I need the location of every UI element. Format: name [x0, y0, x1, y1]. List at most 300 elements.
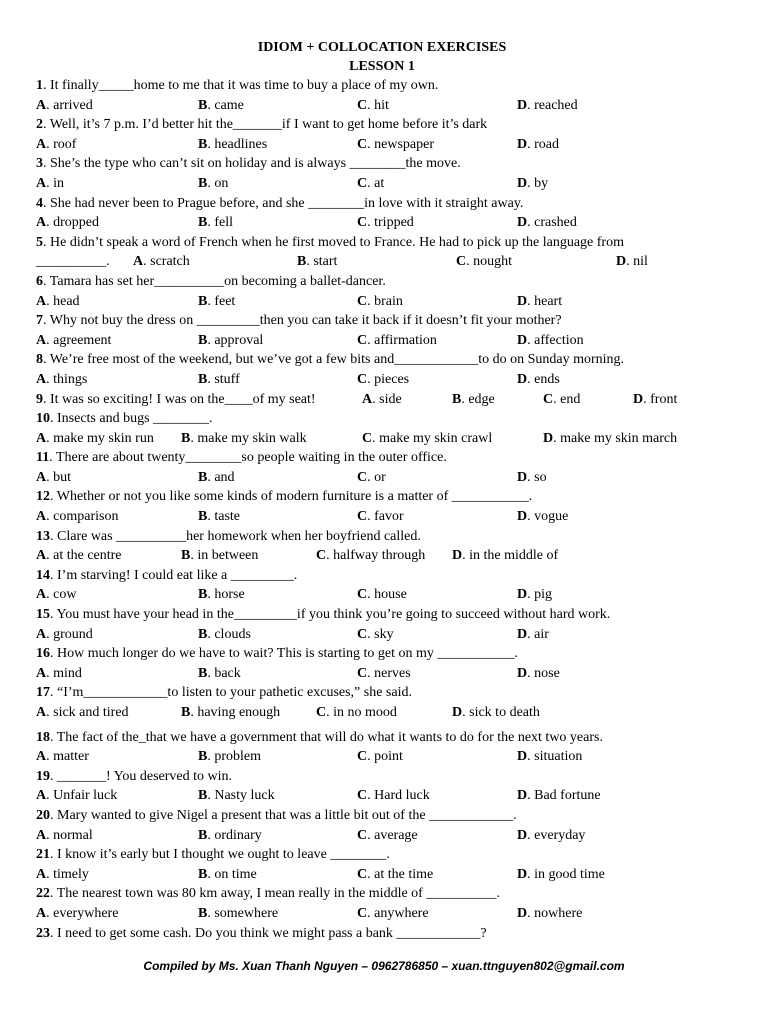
question-number: 3 — [36, 156, 43, 172]
option-text: . approval — [207, 332, 264, 348]
option-text: . everyday — [527, 827, 586, 843]
option-text: . sick and tired — [46, 705, 129, 720]
answer-option — [517, 747, 582, 767]
options-row — [36, 213, 728, 233]
options-row — [36, 546, 728, 566]
option-text: . in between — [190, 548, 259, 564]
answer-option — [36, 370, 87, 390]
answer-option — [357, 292, 403, 312]
option-text: . sick to death — [462, 705, 540, 720]
option-letter: B — [198, 97, 208, 113]
option-text: . and — [207, 469, 235, 485]
option-text: . ends — [527, 371, 560, 387]
option-text: . came — [207, 97, 244, 113]
question-item — [36, 390, 728, 410]
option-text: . everywhere — [46, 905, 119, 921]
option-text: . clouds — [207, 626, 251, 642]
options-row — [36, 370, 728, 390]
option-letter: A — [36, 749, 47, 765]
option-letter: D — [452, 705, 463, 720]
question-text: . There are about twenty________so people waiting in the outer office. — [49, 450, 447, 466]
option-text: . make my skin walk — [190, 430, 307, 446]
option-text: . average — [367, 827, 418, 843]
question-number: 1 — [36, 78, 43, 93]
option-letter: B — [181, 548, 191, 564]
question-text: . Mary wanted to give Nigel a present that was a little bit out of the ____________. — [50, 807, 517, 823]
answer-option — [36, 96, 93, 116]
question-stem — [36, 350, 728, 370]
question-stem — [36, 448, 728, 468]
question-stem — [36, 76, 728, 96]
option-text: . in — [46, 175, 65, 191]
option-letter: B — [452, 391, 462, 407]
answer-option — [357, 625, 394, 645]
answer-option — [517, 865, 605, 885]
question-item — [36, 924, 728, 944]
option-letter: B — [198, 866, 208, 882]
question-stem — [36, 390, 728, 410]
question-text: . It was so exciting! I was on the____of my seat! — [43, 391, 316, 407]
question-item — [36, 233, 728, 272]
answer-option — [198, 135, 267, 155]
option-letter: D — [633, 391, 644, 407]
question-number: 20 — [36, 807, 50, 823]
option-letter: D — [517, 905, 528, 921]
question-stem — [36, 644, 728, 664]
answer-option — [181, 546, 258, 566]
question-text: . “I’m____________to listen to your pathetic excuses,” she said. — [50, 685, 412, 701]
question-number: 7 — [36, 313, 43, 329]
option-letter: B — [198, 509, 208, 525]
option-letter: D — [517, 332, 528, 348]
answer-option — [517, 174, 548, 194]
option-letter: B — [181, 705, 191, 720]
question-stem — [36, 605, 728, 625]
option-letter: D — [517, 587, 528, 603]
question-text: . It finally_____home to me that it was time to buy a place of my own. — [43, 78, 439, 93]
option-letter: C — [357, 136, 368, 152]
option-text: . headlines — [207, 136, 268, 152]
question-stem — [36, 272, 728, 292]
options-row — [36, 252, 728, 272]
question-stem — [36, 311, 728, 331]
option-text: . make my skin run — [46, 430, 154, 446]
options-row — [36, 429, 728, 449]
question-stem — [36, 115, 728, 135]
option-text: . fell — [207, 215, 233, 231]
option-letter: D — [517, 215, 528, 231]
option-text: . so — [527, 469, 547, 485]
option-letter: C — [357, 97, 368, 113]
option-letter: D — [517, 788, 528, 804]
footer-credit: Compiled by Ms. Xuan Thanh Nguyen – 0962786850 – xuan.ttnguyen802@gmail.com — [143, 959, 625, 973]
option-letter: A — [36, 293, 47, 309]
answer-option — [198, 213, 233, 233]
option-letter: D — [517, 97, 528, 113]
option-text: . crashed — [527, 215, 577, 231]
option-text: . Hard luck — [367, 788, 430, 804]
option-text: . comparison — [46, 509, 119, 525]
question-item — [36, 76, 728, 115]
answer-option — [517, 625, 549, 645]
question-number: 21 — [36, 847, 50, 863]
option-letter: B — [181, 430, 191, 446]
options-row — [36, 786, 728, 806]
question-item — [36, 154, 728, 193]
answer-option — [357, 507, 404, 527]
option-text: . side — [372, 391, 402, 407]
option-letter: B — [198, 665, 208, 681]
option-text: . heart — [527, 293, 563, 309]
answer-option — [362, 429, 492, 449]
question-item — [36, 194, 728, 233]
answer-option — [357, 826, 418, 846]
question-item — [36, 683, 728, 722]
option-text: . Unfair luck — [46, 788, 118, 804]
question-text: . Whether or not you like some kinds of modern furniture is a matter of ___________. — [50, 489, 533, 505]
question-number: 18 — [36, 729, 50, 745]
option-text: . stuff — [207, 371, 240, 387]
option-letter: C — [357, 332, 368, 348]
option-letter: B — [198, 788, 208, 804]
question-stem — [36, 884, 728, 904]
answer-option — [517, 786, 601, 806]
option-letter: C — [357, 215, 368, 231]
question-item — [36, 350, 728, 389]
answer-option — [36, 174, 64, 194]
question-item — [36, 311, 728, 350]
option-text: . edge — [461, 391, 495, 407]
option-text: . on time — [207, 866, 257, 882]
option-letter: A — [36, 215, 47, 231]
answer-option — [517, 331, 584, 351]
answer-option — [36, 429, 154, 449]
option-text: . timely — [46, 866, 89, 882]
question-number: 19 — [36, 768, 50, 784]
option-text: . end — [553, 391, 581, 407]
option-text: . or — [367, 469, 386, 485]
answer-option — [36, 507, 118, 527]
option-letter: A — [36, 175, 47, 191]
option-text: . dropped — [46, 215, 100, 231]
options-row — [36, 747, 728, 767]
answer-option — [452, 546, 558, 566]
question-text: . She had never been to Prague before, and she ________in love with it straight away. — [43, 195, 524, 211]
question-number: 14 — [36, 567, 50, 583]
answer-option — [36, 865, 89, 885]
question-text: . I know it’s early but I thought we ought to leave ________. — [50, 847, 390, 863]
question-item — [36, 767, 728, 806]
question-item — [36, 566, 728, 605]
option-text: . nowhere — [527, 905, 583, 921]
option-letter: D — [517, 371, 528, 387]
question-number: 4 — [36, 195, 43, 211]
answer-option — [452, 703, 540, 723]
option-letter: D — [517, 866, 528, 882]
question-item — [36, 884, 728, 923]
option-letter: D — [517, 469, 528, 485]
answer-option — [198, 292, 235, 312]
question-stem — [36, 683, 728, 703]
question-number: 11 — [36, 450, 50, 466]
option-letter: C — [357, 469, 368, 485]
question-number: 9 — [36, 391, 43, 407]
option-text: . taste — [207, 509, 240, 525]
option-text: . arrived — [46, 97, 93, 113]
option-text: . halfway through — [326, 548, 426, 564]
question-stem — [36, 487, 728, 507]
option-text: . favor — [367, 509, 404, 525]
answer-option — [198, 664, 241, 684]
answer-option — [181, 703, 280, 723]
option-letter: B — [198, 469, 208, 485]
option-text: . make my skin march — [553, 430, 678, 446]
option-letter: D — [517, 509, 528, 525]
question-stem — [36, 566, 728, 586]
option-text: . back — [207, 665, 241, 681]
option-text: . newspaper — [367, 136, 434, 152]
question-stem — [36, 154, 728, 174]
answer-option — [452, 390, 495, 410]
answer-option — [198, 585, 245, 605]
option-letter: D — [517, 665, 528, 681]
answer-option — [357, 213, 414, 233]
answer-option — [36, 585, 76, 605]
question-stem — [36, 194, 728, 214]
option-letter: B — [198, 136, 208, 152]
option-letter: B — [198, 175, 208, 191]
question-text: . Clare was __________her homework when her boyfriend called. — [50, 528, 421, 544]
option-letter: C — [362, 430, 373, 446]
question-stem — [36, 806, 728, 826]
question-number: 13 — [36, 528, 50, 544]
option-letter: D — [517, 626, 528, 642]
answer-option — [517, 135, 559, 155]
options-row — [36, 135, 728, 155]
answer-option — [543, 390, 580, 410]
answer-option — [36, 135, 76, 155]
option-text: . at the centre — [46, 548, 122, 564]
option-letter: A — [36, 509, 47, 525]
option-letter: C — [357, 788, 368, 804]
question-text: . We’re free most of the weekend, but we’ve got a few bits and____________to do on Sunday morning. — [43, 352, 625, 368]
question-text: . _______! You deserved to win. — [50, 768, 232, 784]
answer-option — [357, 664, 411, 684]
question-text: . Tamara has set her__________on becoming a ballet-dancer. — [43, 273, 386, 289]
option-letter: C — [357, 626, 368, 642]
answer-option — [198, 826, 262, 846]
option-letter: A — [133, 254, 144, 270]
answer-option — [36, 468, 71, 488]
option-text: . agreement — [46, 332, 112, 348]
question-stem — [36, 767, 728, 787]
answer-option — [517, 507, 568, 527]
option-text: . in the middle of — [462, 548, 559, 564]
answer-option — [357, 331, 437, 351]
option-letter: B — [198, 371, 208, 387]
option-letter: A — [36, 866, 47, 882]
options-row — [36, 507, 728, 527]
question-number: 2 — [36, 117, 43, 133]
answer-option — [198, 174, 228, 194]
option-text: . start — [306, 254, 338, 270]
option-text: . reached — [527, 97, 578, 113]
question-stem — [36, 233, 728, 253]
answer-option — [517, 370, 560, 390]
answer-option — [36, 331, 111, 351]
question-text: . Why not buy the dress on _________then you can take it back if it doesn’t fit your mother? — [43, 313, 562, 329]
question-item — [36, 806, 728, 845]
option-letter: D — [543, 430, 554, 446]
option-letter: B — [198, 749, 208, 765]
option-letter: A — [36, 136, 47, 152]
answer-option — [36, 292, 80, 312]
options-row — [36, 292, 728, 312]
option-letter: A — [36, 788, 47, 804]
option-text: . things — [46, 371, 88, 387]
answer-option — [517, 826, 585, 846]
option-text: . ground — [46, 626, 93, 642]
option-text: . somewhere — [207, 905, 279, 921]
option-letter: B — [297, 254, 307, 270]
option-text: . scratch — [143, 254, 190, 270]
option-letter: C — [316, 548, 327, 564]
answer-option — [198, 747, 261, 767]
question-stem — [36, 409, 728, 429]
option-letter: B — [198, 293, 208, 309]
answer-option — [36, 904, 118, 924]
option-text: . by — [527, 175, 549, 191]
answer-option — [357, 174, 384, 194]
option-letter: A — [36, 469, 47, 485]
option-letter: D — [517, 175, 528, 191]
option-text: . in good time — [527, 866, 605, 882]
options-row — [36, 904, 728, 924]
question-text: . I’m starving! I could eat like a _________. — [50, 567, 298, 583]
option-text: . situation — [527, 749, 583, 765]
option-text: . affection — [527, 332, 584, 348]
option-text: . but — [46, 469, 72, 485]
option-letter: A — [36, 626, 47, 642]
answer-option — [36, 703, 129, 723]
option-letter: A — [36, 905, 47, 921]
option-letter: C — [357, 866, 368, 882]
answer-option — [517, 213, 577, 233]
option-text: . vogue — [527, 509, 569, 525]
option-text: . air — [527, 626, 549, 642]
question-number: 10 — [36, 411, 50, 427]
question-text: . You must have your head in the_________if you think you’re going to succeed without hard work. — [50, 607, 611, 623]
options-row — [36, 331, 728, 351]
answer-option — [181, 429, 307, 449]
answer-option — [517, 468, 547, 488]
option-letter: B — [198, 332, 208, 348]
answer-option — [357, 865, 433, 885]
option-text: . roof — [46, 136, 77, 152]
answer-option — [633, 390, 677, 410]
option-text: . front — [643, 391, 678, 407]
question-number: 15 — [36, 607, 50, 623]
option-letter: A — [36, 587, 47, 603]
answer-option — [36, 625, 93, 645]
answer-option — [357, 904, 429, 924]
options-row — [36, 826, 728, 846]
answer-option — [316, 546, 425, 566]
question-item — [36, 115, 728, 154]
option-letter: C — [357, 587, 368, 603]
option-letter: A — [36, 705, 47, 720]
answer-option — [543, 429, 677, 449]
option-letter: D — [517, 827, 528, 843]
question-item — [36, 644, 728, 683]
question-stem — [36, 924, 728, 944]
option-letter: A — [36, 665, 47, 681]
answer-option — [456, 252, 512, 272]
answer-option — [517, 664, 560, 684]
question-item — [36, 605, 728, 644]
option-text: . matter — [46, 749, 89, 765]
answer-blank: __________. — [36, 254, 110, 270]
answer-option — [357, 96, 389, 116]
question-item — [36, 409, 728, 448]
answer-option — [198, 625, 251, 645]
answer-option — [198, 904, 278, 924]
question-text: . The fact of the_that we have a government that will do what it wants to do for the next two years. — [50, 729, 603, 745]
option-text: . on — [207, 175, 229, 191]
option-letter: B — [198, 905, 208, 921]
answer-option — [198, 96, 244, 116]
lesson-title: LESSON 1 — [349, 59, 415, 74]
answer-option — [517, 585, 552, 605]
option-letter: D — [452, 548, 463, 564]
option-text: . in no mood — [326, 705, 397, 720]
answer-option — [357, 135, 434, 155]
question-stem — [36, 845, 728, 865]
option-text: . road — [527, 136, 560, 152]
answer-option — [616, 252, 648, 272]
option-letter: D — [517, 749, 528, 765]
option-letter: C — [357, 905, 368, 921]
option-text: . horse — [207, 587, 245, 603]
answer-option — [198, 786, 275, 806]
option-letter: C — [357, 749, 368, 765]
options-row — [36, 174, 728, 194]
option-text: . Nasty luck — [207, 788, 275, 804]
options-row — [36, 625, 728, 645]
answer-option — [357, 468, 386, 488]
question-text: . I need to get some cash. Do you think we might pass a bank ____________? — [50, 925, 487, 941]
options-row — [36, 664, 728, 684]
option-letter: A — [36, 548, 47, 564]
question-number: 8 — [36, 352, 43, 368]
option-text: . at the time — [367, 866, 434, 882]
option-letter: A — [36, 430, 47, 446]
question-number: 22 — [36, 886, 50, 902]
options-row — [36, 703, 728, 723]
answer-option — [198, 468, 235, 488]
answer-option — [36, 747, 89, 767]
option-text: . anywhere — [367, 905, 429, 921]
option-letter: A — [362, 391, 373, 407]
option-text: . Bad fortune — [527, 788, 601, 804]
option-text: . having enough — [190, 705, 281, 720]
option-text: . nil — [626, 254, 648, 270]
option-text: . point — [367, 749, 403, 765]
question-item — [36, 448, 728, 487]
answer-option — [517, 96, 578, 116]
option-text: . affirmation — [367, 332, 437, 348]
options-row — [36, 865, 728, 885]
